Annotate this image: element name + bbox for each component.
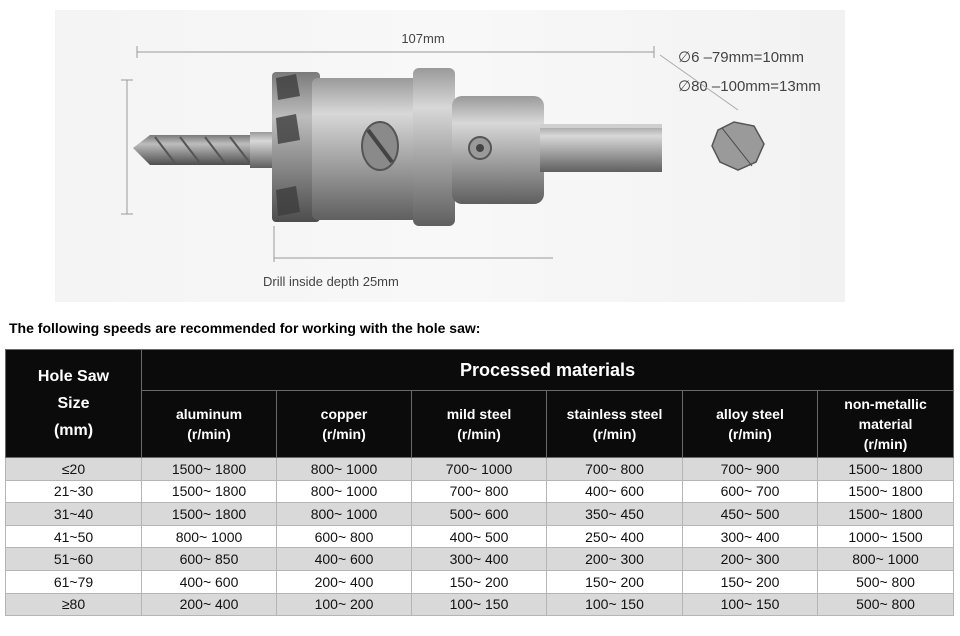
table-row — [6, 458, 954, 481]
speed-cell: 700~ 900 — [683, 458, 818, 481]
table-row — [6, 525, 954, 548]
speed-cell: 400~ 600 — [142, 570, 277, 593]
speed-cell: 300~ 400 — [683, 525, 818, 548]
speed-cell: 1500~ 1800 — [142, 458, 277, 481]
arbor — [452, 96, 544, 204]
table-row — [6, 503, 954, 526]
speed-cell: 800~ 1000 — [277, 480, 412, 503]
speed-cell: 150~ 200 — [683, 570, 818, 593]
speed-cell: 600~ 850 — [142, 548, 277, 571]
table-row — [6, 548, 954, 571]
length-label: 107mm — [401, 31, 445, 46]
speed-cell: 100~ 150 — [683, 593, 818, 616]
pilot-drill-bit — [133, 132, 280, 168]
speed-cell: 200~ 400 — [142, 593, 277, 616]
materials-group-header: Processed materials — [142, 350, 954, 391]
speed-cell: 400~ 600 — [277, 548, 412, 571]
speed-cell: 1500~ 1800 — [142, 503, 277, 526]
speed-cell: 500~ 600 — [412, 503, 547, 526]
size-cell: ≥80 — [6, 593, 142, 616]
speed-cell: 600~ 800 — [277, 525, 412, 548]
speed-cell: 100~ 150 — [547, 593, 683, 616]
speed-cell: 600~ 700 — [683, 480, 818, 503]
speed-cell: 500~ 800 — [818, 570, 954, 593]
size-cell: 31~40 — [6, 503, 142, 526]
speed-cell: 200~ 300 — [683, 548, 818, 571]
speed-cell: 450~ 500 — [683, 503, 818, 526]
table-row — [6, 480, 954, 503]
speed-cell: 200~ 300 — [547, 548, 683, 571]
non-metallic-header: non-metallic material (r/min) — [818, 391, 954, 458]
size-cell: 41~50 — [6, 525, 142, 548]
hole-saw-diagram — [0, 0, 960, 310]
shank-spec-2: ∅80 –100mm=13mm — [678, 78, 821, 95]
speed-cell: 1500~ 1800 — [142, 480, 277, 503]
speed-cell: 1500~ 1800 — [818, 503, 954, 526]
speed-cell: 150~ 200 — [412, 570, 547, 593]
table-row — [6, 570, 954, 593]
table-caption: The following speeds are recommended for working with the hole saw: — [9, 320, 481, 336]
table-row — [6, 593, 954, 616]
speed-cell: 1500~ 1800 — [818, 480, 954, 503]
speed-table — [5, 349, 954, 616]
aluminum-header: aluminum (r/min) — [142, 391, 277, 458]
size-column-header: Hole Saw Size (mm) — [6, 350, 142, 458]
speed-cell: 400~ 600 — [547, 480, 683, 503]
speed-cell: 350~ 450 — [547, 503, 683, 526]
speed-cell: 250~ 400 — [547, 525, 683, 548]
speed-cell: 800~ 1000 — [277, 458, 412, 481]
speed-cell: 800~ 1000 — [277, 503, 412, 526]
speed-cell: 700~ 800 — [412, 480, 547, 503]
stainless-steel-header: stainless steel (r/min) — [547, 391, 683, 458]
copper-header: copper (r/min) — [277, 391, 412, 458]
speed-cell: 500~ 800 — [818, 593, 954, 616]
speed-cell: 800~ 1000 — [142, 525, 277, 548]
speed-cell: 150~ 200 — [547, 570, 683, 593]
saw-body — [312, 78, 418, 220]
size-cell: ≤20 — [6, 458, 142, 481]
collar — [413, 68, 455, 226]
speed-cell: 1500~ 1800 — [818, 458, 954, 481]
speed-cell: 800~ 1000 — [818, 548, 954, 571]
speed-cell: 300~ 400 — [412, 548, 547, 571]
hex-shank — [540, 124, 662, 172]
depth-label: Drill inside depth 25mm — [263, 274, 399, 289]
size-cell: 21~30 — [6, 480, 142, 503]
speed-cell: 200~ 400 — [277, 570, 412, 593]
speed-cell: 400~ 500 — [412, 525, 547, 548]
speed-cell: 1000~ 1500 — [818, 525, 954, 548]
alloy-steel-header: alloy steel (r/min) — [683, 391, 818, 458]
size-cell: 51~60 — [6, 548, 142, 571]
size-cell: 61~79 — [6, 570, 142, 593]
mild-steel-header: mild steel (r/min) — [412, 391, 547, 458]
speed-cell: 700~ 1000 — [412, 458, 547, 481]
shank-spec-1: ∅6 –79mm=10mm — [678, 49, 805, 66]
speed-cell: 100~ 200 — [277, 593, 412, 616]
speed-cell: 100~ 150 — [412, 593, 547, 616]
speed-cell: 700~ 800 — [547, 458, 683, 481]
